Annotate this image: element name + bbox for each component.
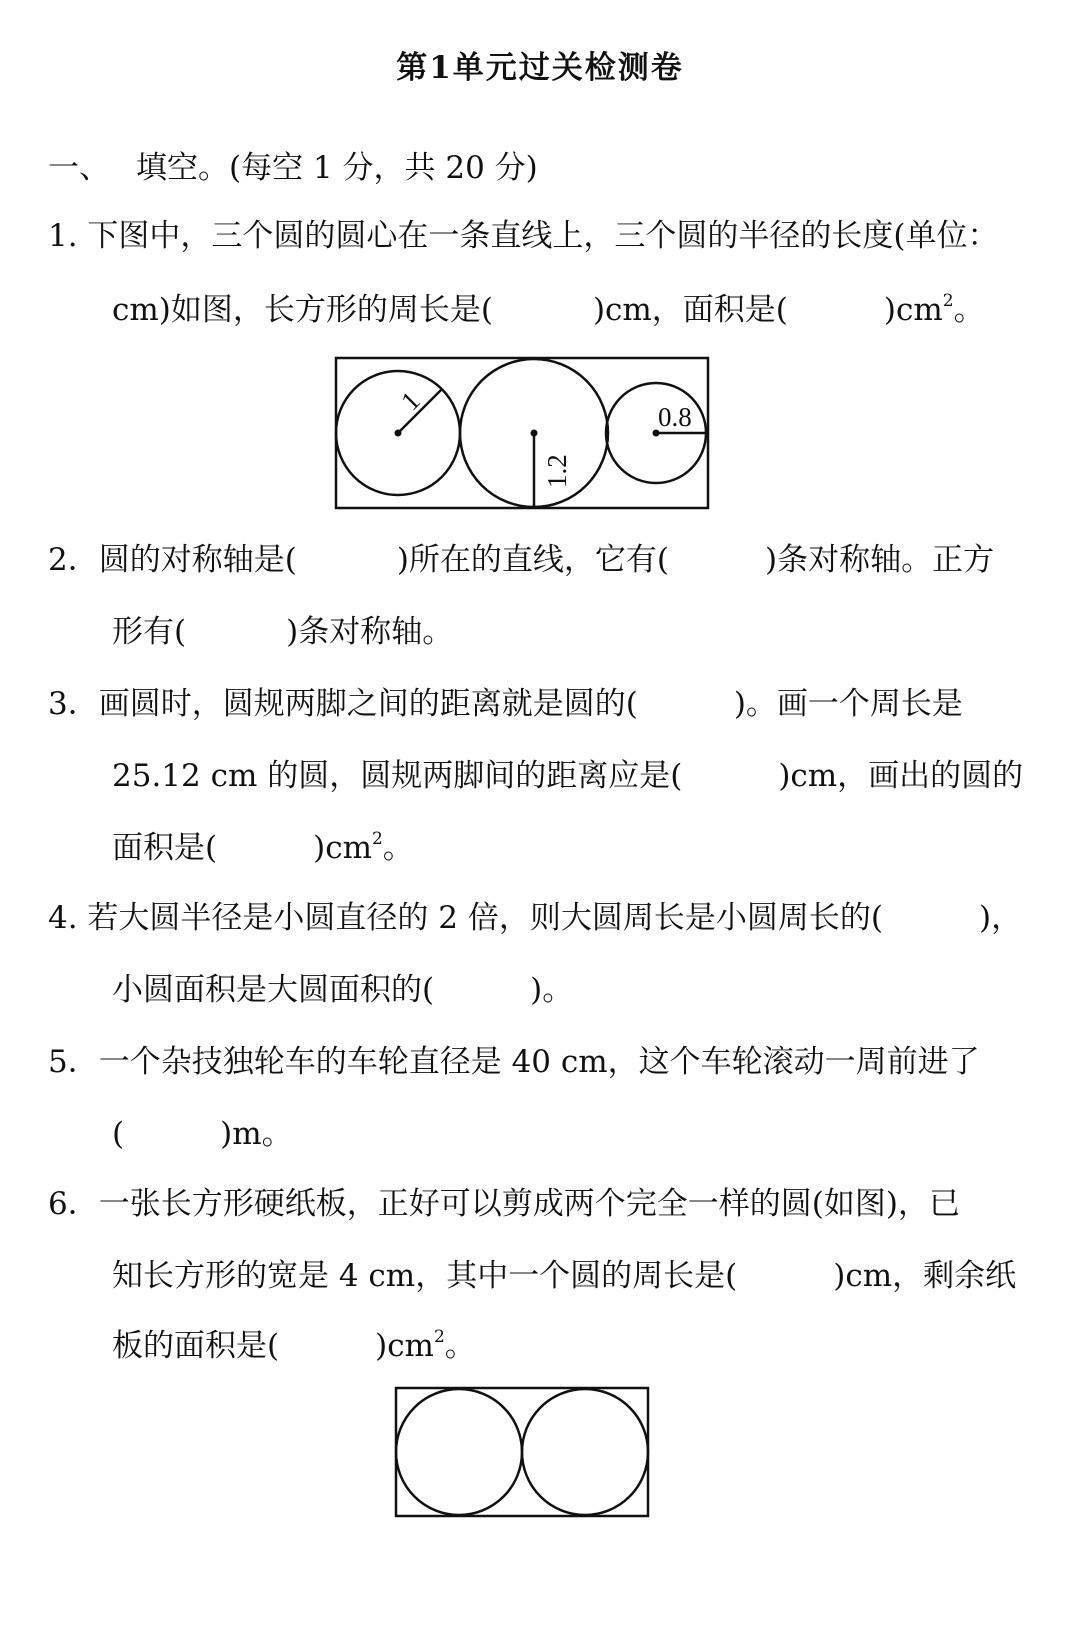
q4-text-d: )。: [530, 972, 574, 1008]
q2-text-b: )所在的直线，它有(: [396, 542, 670, 578]
q3-text-g: 。: [382, 830, 414, 866]
figure1-rectangle: [336, 358, 708, 508]
q3-text-f: )cm: [313, 830, 372, 866]
q6-line3: [112, 1326, 476, 1366]
q5-text-b: (: [112, 1116, 125, 1152]
q6-line1: [48, 1184, 960, 1224]
q6-line2: [112, 1256, 1016, 1296]
q4-text-c: 小圆面积是大圆面积的(: [112, 972, 435, 1008]
figure2-right-circle: [522, 1389, 648, 1515]
figure2-left-circle: [396, 1389, 522, 1515]
q4-line2: [112, 970, 573, 1010]
q2-text-d: 形有(: [112, 614, 187, 650]
q2-text-a: 2．圆的对称轴是(: [48, 542, 297, 578]
q3-superscript: 2: [371, 828, 383, 849]
q6-text-f: 。: [444, 1328, 476, 1364]
q3-text-d: )cm，画出的圆的: [778, 758, 1024, 794]
q2-line2: [112, 612, 453, 652]
figure-two-circles: [394, 1386, 650, 1518]
q1-superscript: 2: [942, 290, 954, 311]
q1-text-b: cm)如图，长方形的周长是(: [112, 292, 493, 328]
q6-text-e: )cm: [375, 1328, 434, 1364]
q1-text-a: 1. 下图中，三个圆的圆心在一条直线上，三个圆的半径的长度(单位：: [48, 218, 999, 254]
q6-text-d: 板的面积是(: [112, 1328, 280, 1364]
q1-text-d: )cm: [883, 292, 943, 328]
q6-text-c: )cm，剩余纸: [833, 1258, 1017, 1294]
q3-text-a: 3．画圆时，圆规两脚之间的距离就是圆的(: [48, 686, 638, 722]
q6-text-b: 知长方形的宽是 4 cm，其中一个圆的周长是(: [112, 1258, 738, 1294]
figure1-label-1-2: 1.2: [542, 454, 572, 488]
q1-text-c: )cm，面积是(: [592, 292, 788, 328]
q4-text-b: )，: [978, 900, 1023, 936]
q6-superscript: 2: [433, 1326, 445, 1347]
q6-text-a: 6．一张长方形硬纸板，正好可以剪成两个完全一样的圆(如图)，已: [48, 1186, 960, 1222]
q4-text-a: 4. 若大圆半径是小圆直径的 2 倍，则大圆周长是小圆周长的(: [48, 900, 883, 936]
q2-line1: [48, 540, 994, 580]
q2-text-e: )条对称轴。: [286, 614, 454, 650]
q3-line2: [112, 756, 1023, 796]
q1-text-e: 。: [953, 292, 985, 328]
q3-text-c: 25.12 cm 的圆，圆规两脚间的距离应是(: [112, 758, 683, 794]
section-title: 填空。(每空 1 分，共 20 分): [136, 150, 538, 186]
q3-text-b: )。画一个周长是: [733, 686, 963, 722]
q1-line2: [112, 290, 985, 330]
figure1-label-1: 1: [395, 385, 426, 417]
q5-text-a: 5．一个杂技独轮车的车轮直径是 40 cm，这个车轮滚动一周前进了: [48, 1044, 980, 1080]
q3-text-e: 面积是(: [112, 830, 218, 866]
figure1-label-0-8: 0.8: [658, 402, 692, 432]
q5-line1: [48, 1042, 980, 1082]
page-title: 第1单元过关检测卷: [396, 50, 684, 86]
q3-line3: [112, 828, 414, 868]
section-number: 一、: [48, 150, 110, 186]
q4-line1: [48, 898, 1022, 938]
q3-line1: [48, 684, 963, 724]
q1-line1: [48, 216, 999, 256]
section-heading: [48, 148, 538, 188]
figure-three-circles: [334, 356, 710, 510]
q5-line2: [112, 1114, 293, 1154]
q5-text-c: )m。: [220, 1116, 293, 1152]
q2-text-c: )条对称轴。正方: [765, 542, 995, 578]
